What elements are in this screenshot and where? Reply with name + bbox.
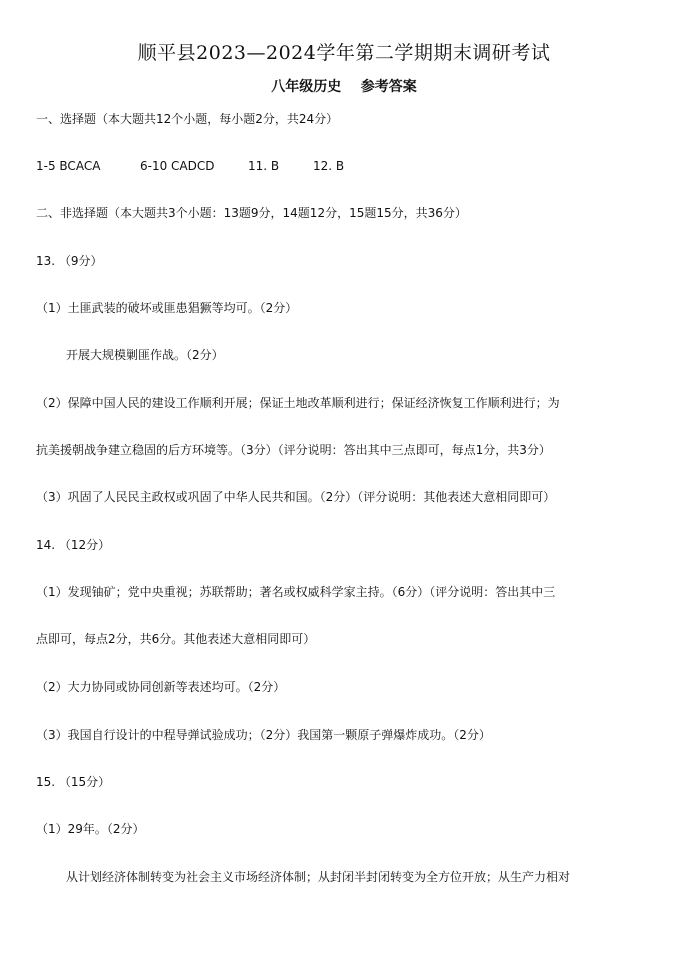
q15-heading: 15. （15分） — [36, 775, 111, 789]
mc-answer-6-10: 6-10 CADCD — [140, 159, 215, 173]
mc-answer-12: 12. B — [313, 159, 345, 173]
section2-heading: 二、非选择题（本大题共3个小题：13题9分，14题12分，15题15分，共36分） — [36, 206, 467, 220]
document-subtitle: 八年级历史 参考答案 — [271, 79, 417, 95]
q14-part1-line2: 点即可，每点2分，共6分。其他表述大意相同即可） — [36, 632, 316, 646]
mc-answer-11: 11. B — [248, 159, 280, 173]
q14-part3: （3）我国自行设计的中程导弹试验成功；（2分）我国第一颗原子弹爆炸成功。（2分） — [36, 728, 491, 742]
mc-answer-1-5: 1-5 BCACA — [36, 159, 101, 173]
section1-heading: 一、选择题（本大题共12个小题，每小题2分，共24分） — [36, 112, 339, 126]
q14-part2: （2）大力协同或协同创新等表述均可。（2分） — [36, 680, 286, 694]
q15-part1-line2: 从计划经济体制转变为社会主义市场经济体制；从封闭半封闭转变为全方位开放；从生产力相对 — [66, 870, 571, 884]
q14-part1-line1: （1）发现铀矿；党中央重视；苏联帮助；著名或权威科学家主持。（6分）（评分说明：答出其中三 — [36, 585, 556, 599]
q13-part1-line2: 开展大规模剿匪作战。（2分） — [66, 348, 224, 362]
q15-part1-line1: （1）29年。（2分） — [36, 822, 145, 836]
q13-heading: 13. （9分） — [36, 254, 103, 268]
q13-part1-line1: （1）土匪武装的破坏或匪患猖獗等均可。（2分） — [36, 301, 298, 315]
document-title: 顺平县2023—2024学年第二学期期末调研考试 — [137, 42, 551, 64]
q13-part3: （3）巩固了人民民主政权或巩固了中华人民共和国。（2分）（评分说明：其他表述大意相同即可） — [36, 490, 556, 504]
q14-heading: 14. （12分） — [36, 538, 111, 552]
q13-part2-line2: 抗美援朝战争建立稳固的后方环境等。（3分）（评分说明：答出其中三点即可，每点1分，共3分） — [36, 443, 551, 457]
q13-part2-line1: （2）保障中国人民的建设工作顺利开展；保证土地改革顺利进行；保证经济恢复工作顺利进行；为 — [36, 396, 560, 410]
